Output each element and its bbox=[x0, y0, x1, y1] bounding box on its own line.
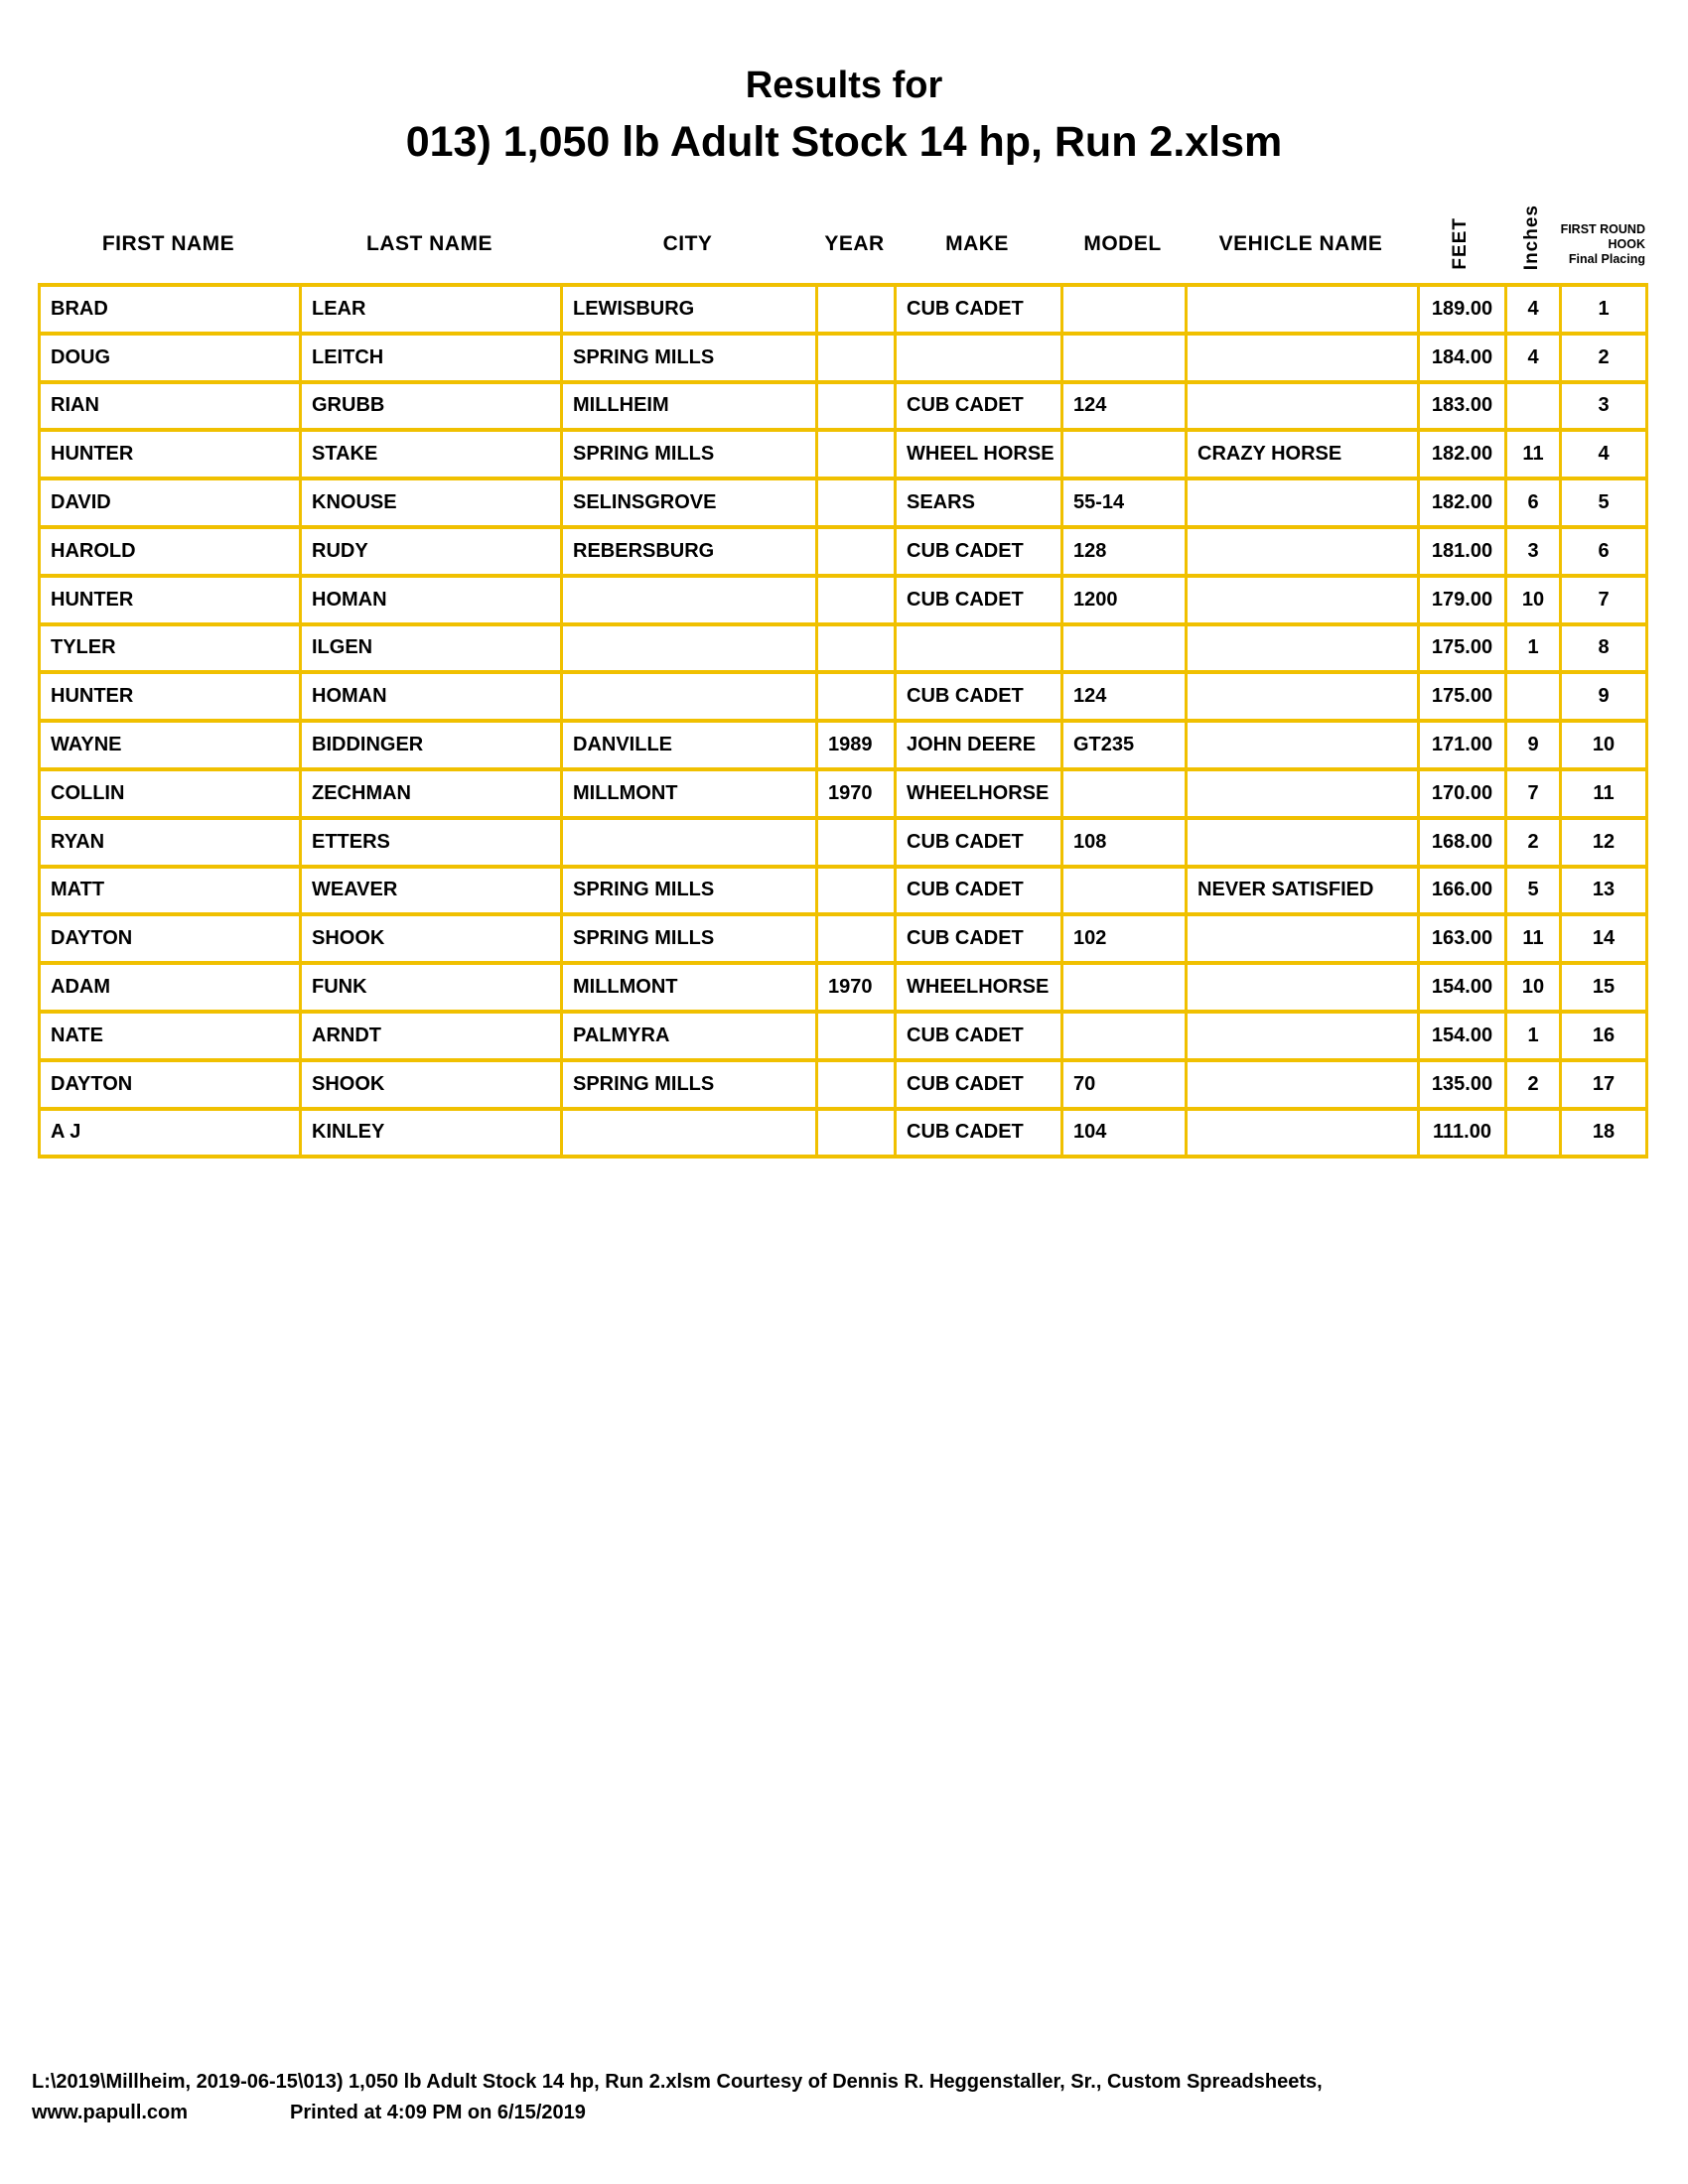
cell-year bbox=[817, 914, 896, 963]
cell-last-name: HOMAN bbox=[301, 576, 562, 624]
cell-placing: 10 bbox=[1561, 721, 1647, 769]
footer-line2 bbox=[32, 2098, 1660, 2128]
page-title bbox=[0, 64, 1688, 167]
cell-placing: 5 bbox=[1561, 478, 1647, 527]
cell-vehicle-name bbox=[1187, 1060, 1419, 1109]
cell-city: MILLMONT bbox=[562, 769, 817, 818]
cell-inches bbox=[1506, 672, 1561, 721]
cell-last-name: ZECHMAN bbox=[301, 769, 562, 818]
cell-model: 128 bbox=[1062, 527, 1187, 576]
cell-feet: 183.00 bbox=[1419, 382, 1506, 431]
column-header-feet: FEET bbox=[1450, 217, 1471, 270]
cell-vehicle-name bbox=[1187, 769, 1419, 818]
cell-year bbox=[817, 867, 896, 915]
cell-model: 102 bbox=[1062, 914, 1187, 963]
cell-city: SPRING MILLS bbox=[562, 334, 817, 382]
column-header-year: YEAR bbox=[824, 232, 885, 255]
cell-inches: 1 bbox=[1506, 624, 1561, 673]
cell-city: MILLHEIM bbox=[562, 382, 817, 431]
cell-placing: 11 bbox=[1561, 769, 1647, 818]
cell-inches bbox=[1506, 1109, 1561, 1158]
cell-feet: 175.00 bbox=[1419, 624, 1506, 673]
table-row bbox=[40, 334, 1647, 382]
cell-make: CUB CADET bbox=[896, 867, 1062, 915]
cell-placing: 1 bbox=[1561, 285, 1647, 334]
cell-year bbox=[817, 1109, 896, 1158]
cell-feet: 154.00 bbox=[1419, 963, 1506, 1012]
cell-first-name: HAROLD bbox=[40, 527, 301, 576]
cell-feet: 171.00 bbox=[1419, 721, 1506, 769]
cell-make: WHEELHORSE bbox=[896, 769, 1062, 818]
cell-last-name: WEAVER bbox=[301, 867, 562, 915]
table-row bbox=[40, 1060, 1647, 1109]
cell-placing: 13 bbox=[1561, 867, 1647, 915]
cell-year: 1989 bbox=[817, 721, 896, 769]
cell-model: 108 bbox=[1062, 818, 1187, 867]
cell-city: SPRING MILLS bbox=[562, 914, 817, 963]
page-title-line2: 013) 1,050 lb Adult Stock 14 hp, Run 2.xlsm bbox=[405, 118, 1283, 166]
table-row bbox=[40, 478, 1647, 527]
cell-city bbox=[562, 672, 817, 721]
footer-file-path: L:\2019\Millheim, 2019-06-15\013) 1,050 lb Adult Stock 14 hp, Run 2.xlsm Courtesy of Dennis R. Heggenstaller, Sr., Custom Spreadsheets, bbox=[32, 2071, 1323, 2093]
cell-city bbox=[562, 1109, 817, 1158]
cell-last-name: ARNDT bbox=[301, 1012, 562, 1060]
cell-vehicle-name bbox=[1187, 527, 1419, 576]
table-row bbox=[40, 721, 1647, 769]
cell-year: 1970 bbox=[817, 769, 896, 818]
table-row bbox=[40, 430, 1647, 478]
cell-model bbox=[1062, 1012, 1187, 1060]
cell-inches: 4 bbox=[1506, 334, 1561, 382]
cell-model bbox=[1062, 285, 1187, 334]
cell-year bbox=[817, 624, 896, 673]
cell-feet: 182.00 bbox=[1419, 430, 1506, 478]
cell-vehicle-name bbox=[1187, 382, 1419, 431]
table-row bbox=[40, 624, 1647, 673]
cell-last-name: ETTERS bbox=[301, 818, 562, 867]
cell-year bbox=[817, 382, 896, 431]
cell-feet: 175.00 bbox=[1419, 672, 1506, 721]
table-row bbox=[40, 1012, 1647, 1060]
footer-printed-timestamp: Printed at 4:09 PM on 6/15/2019 bbox=[290, 2102, 586, 2123]
cell-model bbox=[1062, 867, 1187, 915]
cell-inches: 6 bbox=[1506, 478, 1561, 527]
cell-vehicle-name bbox=[1187, 334, 1419, 382]
cell-model bbox=[1062, 624, 1187, 673]
cell-vehicle-name bbox=[1187, 478, 1419, 527]
cell-make: WHEEL HORSE bbox=[896, 430, 1062, 478]
results-table bbox=[38, 283, 1648, 1159]
column-header-inches: Inches bbox=[1520, 204, 1542, 270]
column-header-last-name: LAST NAME bbox=[366, 232, 492, 255]
cell-vehicle-name: NEVER SATISFIED bbox=[1187, 867, 1419, 915]
cell-model bbox=[1062, 963, 1187, 1012]
cell-vehicle-name bbox=[1187, 1012, 1419, 1060]
cell-last-name: BIDDINGER bbox=[301, 721, 562, 769]
cell-last-name: ILGEN bbox=[301, 624, 562, 673]
cell-city bbox=[562, 624, 817, 673]
cell-feet: 135.00 bbox=[1419, 1060, 1506, 1109]
cell-vehicle-name bbox=[1187, 914, 1419, 963]
cell-placing: 2 bbox=[1561, 334, 1647, 382]
cell-placing: 3 bbox=[1561, 382, 1647, 431]
cell-inches: 2 bbox=[1506, 1060, 1561, 1109]
cell-placing: 6 bbox=[1561, 527, 1647, 576]
cell-model: 124 bbox=[1062, 672, 1187, 721]
cell-vehicle-name bbox=[1187, 818, 1419, 867]
cell-model: 70 bbox=[1062, 1060, 1187, 1109]
cell-first-name: A J bbox=[40, 1109, 301, 1158]
table-row bbox=[40, 1109, 1647, 1158]
cell-last-name: LEAR bbox=[301, 285, 562, 334]
cell-first-name: DAYTON bbox=[40, 914, 301, 963]
cell-make: JOHN DEERE bbox=[896, 721, 1062, 769]
cell-city: SPRING MILLS bbox=[562, 430, 817, 478]
cell-first-name: DOUG bbox=[40, 334, 301, 382]
cell-first-name: DAYTON bbox=[40, 1060, 301, 1109]
cell-make bbox=[896, 624, 1062, 673]
cell-inches: 1 bbox=[1506, 1012, 1561, 1060]
results-sheet bbox=[38, 169, 1645, 1159]
cell-inches: 10 bbox=[1506, 576, 1561, 624]
cell-last-name: FUNK bbox=[301, 963, 562, 1012]
cell-first-name: RYAN bbox=[40, 818, 301, 867]
cell-city: MILLMONT bbox=[562, 963, 817, 1012]
cell-feet: 111.00 bbox=[1419, 1109, 1506, 1158]
cell-first-name: MATT bbox=[40, 867, 301, 915]
table-row bbox=[40, 576, 1647, 624]
cell-model: 55-14 bbox=[1062, 478, 1187, 527]
cell-feet: 181.00 bbox=[1419, 527, 1506, 576]
cell-year: 1970 bbox=[817, 963, 896, 1012]
cell-vehicle-name bbox=[1187, 1109, 1419, 1158]
cell-first-name: HUNTER bbox=[40, 576, 301, 624]
cell-last-name: STAKE bbox=[301, 430, 562, 478]
cell-year bbox=[817, 334, 896, 382]
cell-year bbox=[817, 285, 896, 334]
cell-inches: 3 bbox=[1506, 527, 1561, 576]
cell-model bbox=[1062, 769, 1187, 818]
cell-last-name: KINLEY bbox=[301, 1109, 562, 1158]
cell-inches: 7 bbox=[1506, 769, 1561, 818]
cell-city: LEWISBURG bbox=[562, 285, 817, 334]
cell-feet: 163.00 bbox=[1419, 914, 1506, 963]
cell-make: CUB CADET bbox=[896, 1060, 1062, 1109]
cell-last-name: KNOUSE bbox=[301, 478, 562, 527]
cell-placing: 15 bbox=[1561, 963, 1647, 1012]
column-header-placing: FIRST ROUND HOOK Final Placing bbox=[1560, 222, 1645, 266]
column-header-row bbox=[38, 169, 1645, 283]
table-row bbox=[40, 818, 1647, 867]
cell-feet: 189.00 bbox=[1419, 285, 1506, 334]
cell-last-name: RUDY bbox=[301, 527, 562, 576]
cell-placing: 8 bbox=[1561, 624, 1647, 673]
cell-vehicle-name bbox=[1187, 963, 1419, 1012]
cell-placing: 18 bbox=[1561, 1109, 1647, 1158]
cell-model: GT235 bbox=[1062, 721, 1187, 769]
cell-year bbox=[817, 818, 896, 867]
cell-make: SEARS bbox=[896, 478, 1062, 527]
table-row bbox=[40, 769, 1647, 818]
cell-placing: 14 bbox=[1561, 914, 1647, 963]
cell-feet: 179.00 bbox=[1419, 576, 1506, 624]
cell-vehicle-name bbox=[1187, 285, 1419, 334]
cell-feet: 182.00 bbox=[1419, 478, 1506, 527]
cell-year bbox=[817, 527, 896, 576]
column-header-make: MAKE bbox=[945, 232, 1009, 255]
cell-year bbox=[817, 1012, 896, 1060]
cell-vehicle-name bbox=[1187, 672, 1419, 721]
cell-inches bbox=[1506, 382, 1561, 431]
cell-vehicle-name: CRAZY HORSE bbox=[1187, 430, 1419, 478]
cell-make: CUB CADET bbox=[896, 818, 1062, 867]
cell-make: CUB CADET bbox=[896, 576, 1062, 624]
table-row bbox=[40, 672, 1647, 721]
cell-city: SPRING MILLS bbox=[562, 867, 817, 915]
cell-make: CUB CADET bbox=[896, 1109, 1062, 1158]
cell-year bbox=[817, 478, 896, 527]
cell-inches: 11 bbox=[1506, 430, 1561, 478]
table-row bbox=[40, 867, 1647, 915]
cell-feet: 170.00 bbox=[1419, 769, 1506, 818]
column-header-vehicle-name: VEHICLE NAME bbox=[1218, 232, 1383, 255]
cell-city: SELINSGROVE bbox=[562, 478, 817, 527]
cell-placing: 7 bbox=[1561, 576, 1647, 624]
cell-year bbox=[817, 430, 896, 478]
cell-first-name: COLLIN bbox=[40, 769, 301, 818]
cell-make: CUB CADET bbox=[896, 527, 1062, 576]
cell-inches: 9 bbox=[1506, 721, 1561, 769]
cell-make bbox=[896, 334, 1062, 382]
table-row bbox=[40, 285, 1647, 334]
table-row bbox=[40, 527, 1647, 576]
cell-inches: 2 bbox=[1506, 818, 1561, 867]
cell-last-name: GRUBB bbox=[301, 382, 562, 431]
cell-model: 104 bbox=[1062, 1109, 1187, 1158]
cell-feet: 166.00 bbox=[1419, 867, 1506, 915]
column-header-model: MODEL bbox=[1083, 232, 1162, 255]
cell-make: CUB CADET bbox=[896, 285, 1062, 334]
cell-make: CUB CADET bbox=[896, 914, 1062, 963]
cell-year bbox=[817, 576, 896, 624]
cell-make: CUB CADET bbox=[896, 672, 1062, 721]
cell-city: SPRING MILLS bbox=[562, 1060, 817, 1109]
cell-city bbox=[562, 818, 817, 867]
cell-make: CUB CADET bbox=[896, 382, 1062, 431]
cell-city: DANVILLE bbox=[562, 721, 817, 769]
cell-city: REBERSBURG bbox=[562, 527, 817, 576]
cell-first-name: BRAD bbox=[40, 285, 301, 334]
cell-vehicle-name bbox=[1187, 624, 1419, 673]
cell-placing: 4 bbox=[1561, 430, 1647, 478]
cell-model bbox=[1062, 430, 1187, 478]
page-footer bbox=[32, 2067, 1660, 2128]
cell-feet: 168.00 bbox=[1419, 818, 1506, 867]
cell-inches: 5 bbox=[1506, 867, 1561, 915]
footer-website: www.papull.com bbox=[32, 2102, 189, 2123]
cell-make: WHEELHORSE bbox=[896, 963, 1062, 1012]
column-header-city: CITY bbox=[662, 232, 713, 255]
cell-placing: 16 bbox=[1561, 1012, 1647, 1060]
table-row bbox=[40, 914, 1647, 963]
cell-make: CUB CADET bbox=[896, 1012, 1062, 1060]
cell-placing: 17 bbox=[1561, 1060, 1647, 1109]
cell-year bbox=[817, 1060, 896, 1109]
cell-inches: 4 bbox=[1506, 285, 1561, 334]
cell-vehicle-name bbox=[1187, 721, 1419, 769]
cell-placing: 12 bbox=[1561, 818, 1647, 867]
table-row bbox=[40, 382, 1647, 431]
cell-last-name: LEITCH bbox=[301, 334, 562, 382]
cell-feet: 184.00 bbox=[1419, 334, 1506, 382]
cell-last-name: HOMAN bbox=[301, 672, 562, 721]
cell-feet: 154.00 bbox=[1419, 1012, 1506, 1060]
cell-vehicle-name bbox=[1187, 576, 1419, 624]
table-row bbox=[40, 963, 1647, 1012]
cell-first-name: HUNTER bbox=[40, 672, 301, 721]
cell-first-name: DAVID bbox=[40, 478, 301, 527]
cell-first-name: TYLER bbox=[40, 624, 301, 673]
cell-last-name: SHOOK bbox=[301, 914, 562, 963]
cell-model bbox=[1062, 334, 1187, 382]
cell-year bbox=[817, 672, 896, 721]
cell-model: 124 bbox=[1062, 382, 1187, 431]
page-title-line1: Results for bbox=[745, 65, 943, 106]
cell-placing: 9 bbox=[1561, 672, 1647, 721]
cell-first-name: RIAN bbox=[40, 382, 301, 431]
cell-first-name: ADAM bbox=[40, 963, 301, 1012]
cell-city: PALMYRA bbox=[562, 1012, 817, 1060]
cell-first-name: NATE bbox=[40, 1012, 301, 1060]
cell-inches: 10 bbox=[1506, 963, 1561, 1012]
column-header-first-name: FIRST NAME bbox=[101, 232, 235, 255]
cell-model: 1200 bbox=[1062, 576, 1187, 624]
cell-inches: 11 bbox=[1506, 914, 1561, 963]
cell-first-name: HUNTER bbox=[40, 430, 301, 478]
cell-last-name: SHOOK bbox=[301, 1060, 562, 1109]
cell-city bbox=[562, 576, 817, 624]
cell-first-name: WAYNE bbox=[40, 721, 301, 769]
